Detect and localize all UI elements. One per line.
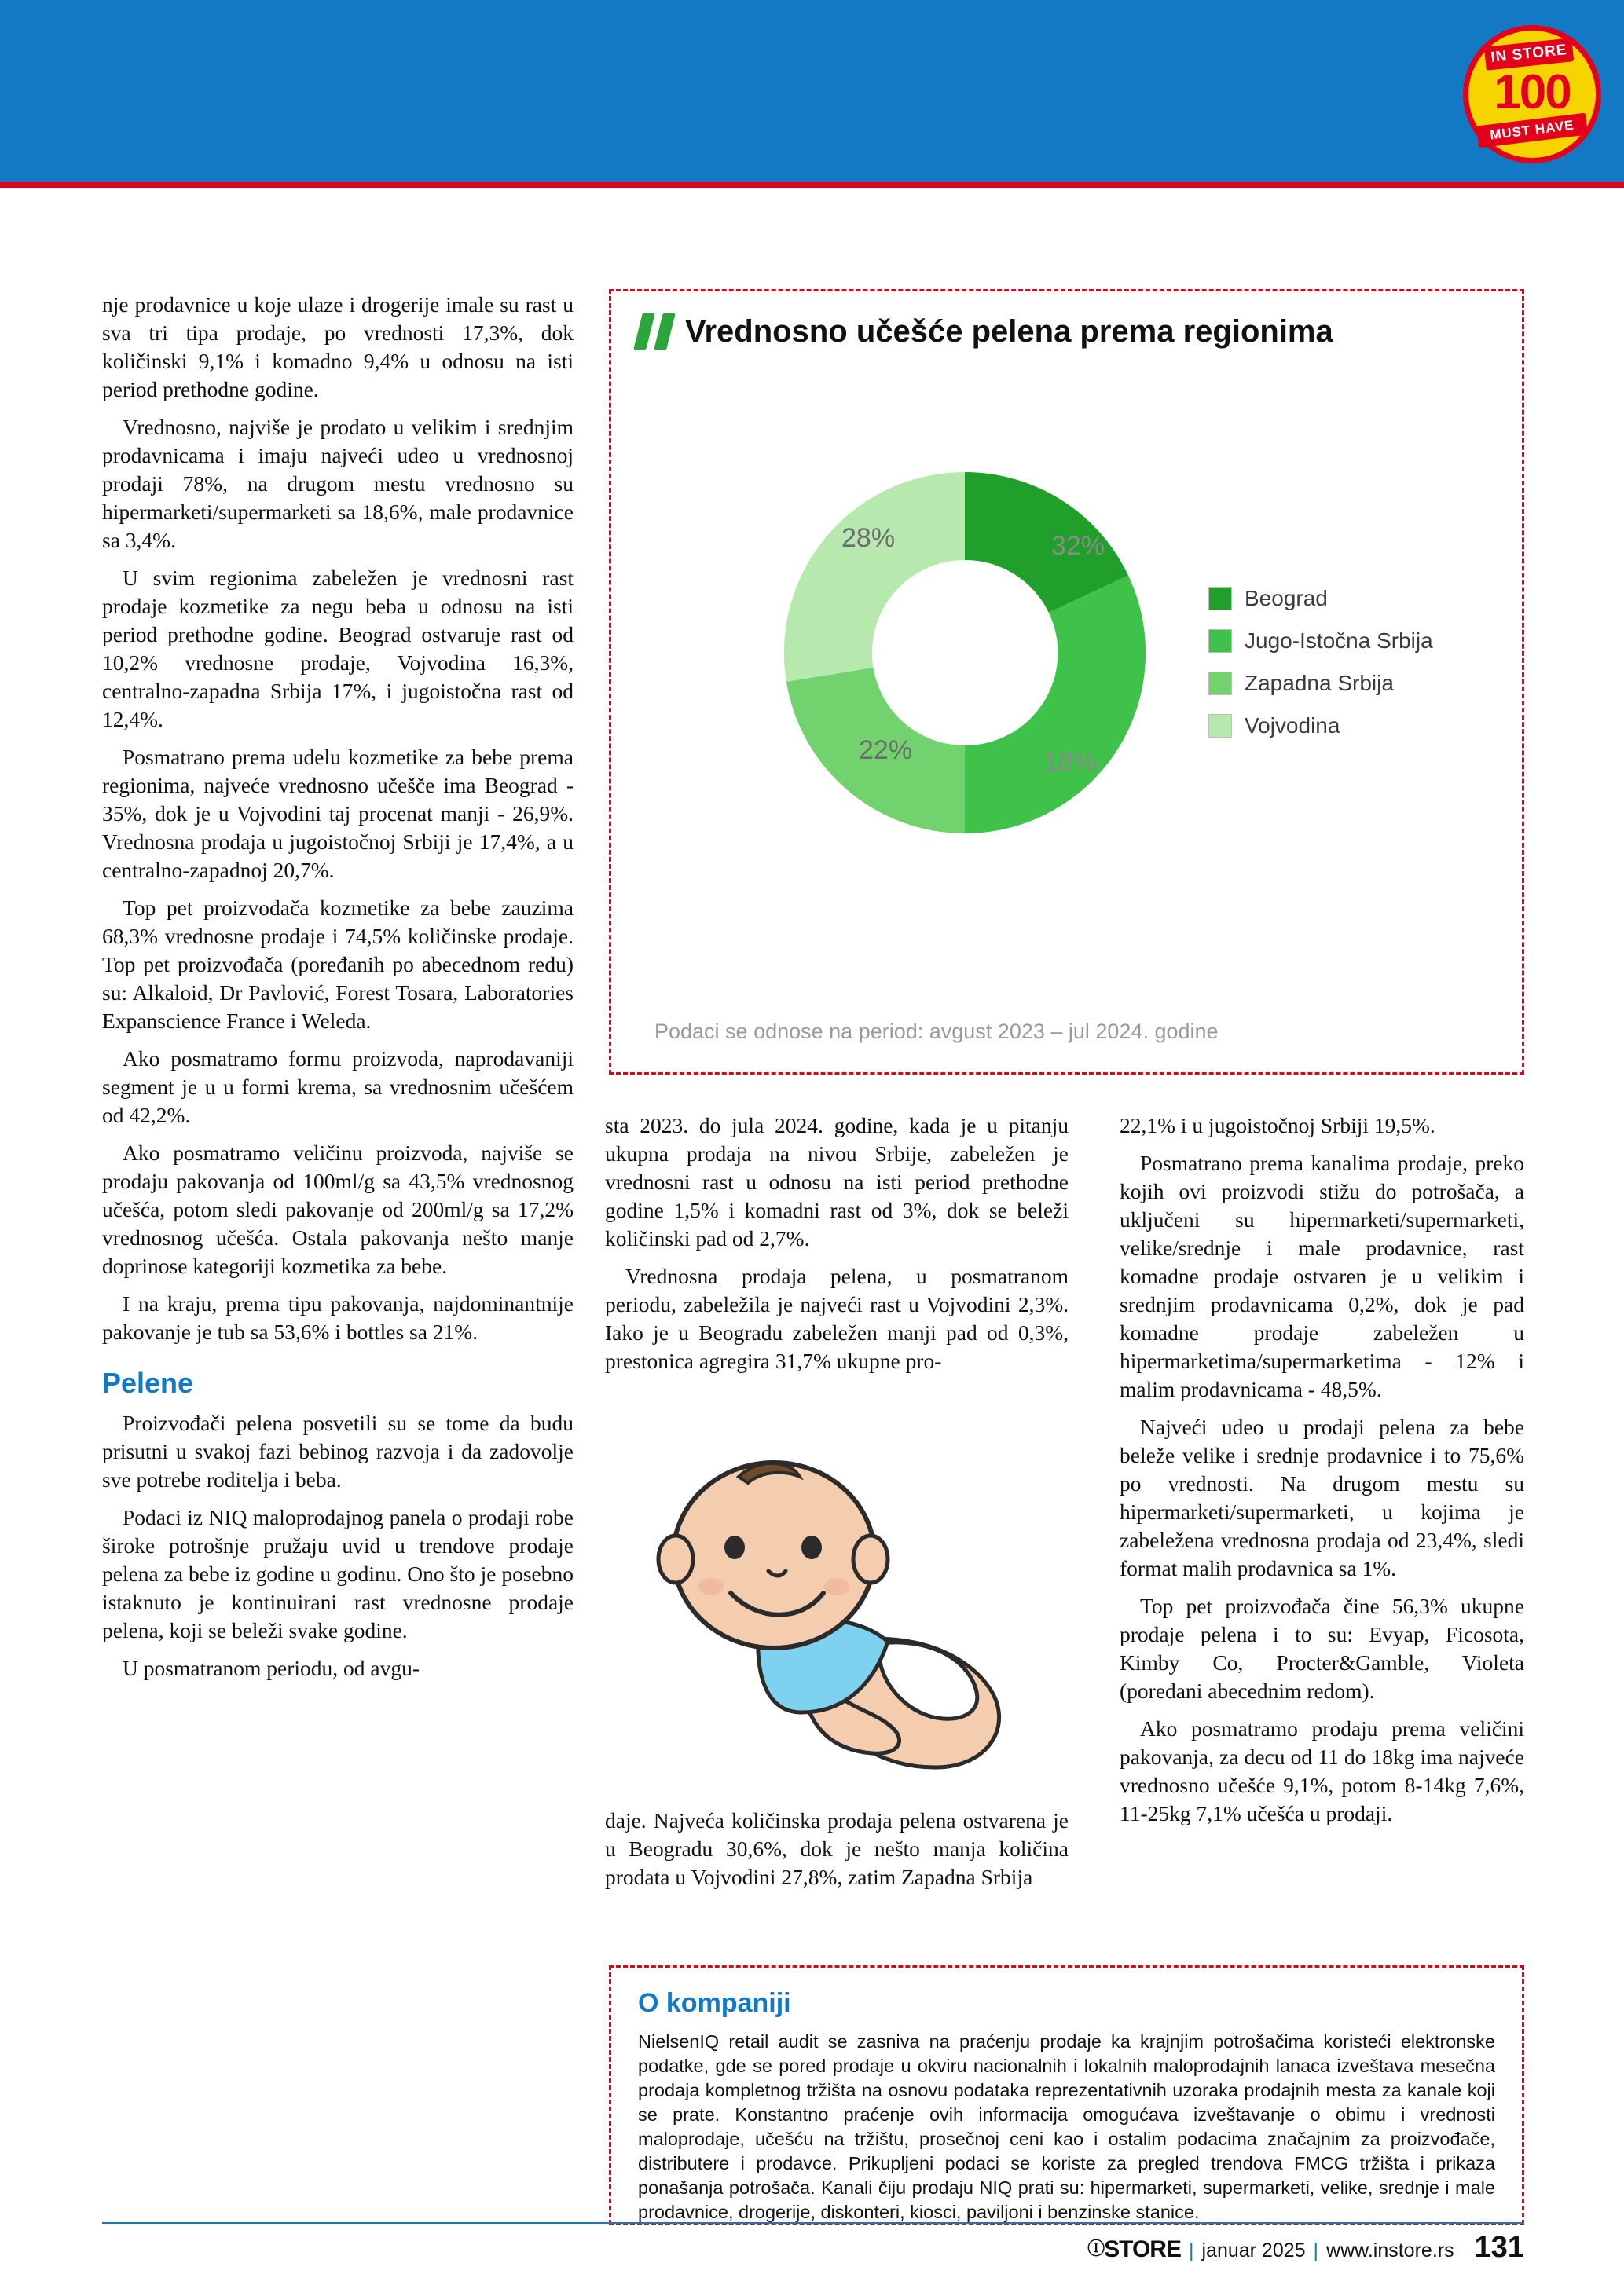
legend-item [1208, 586, 1468, 611]
footer-separator: | [1188, 2239, 1194, 2261]
paragraph: Top pet proizvođača čine 56,3% ukupne prodaje pelena i to su: Evyap, Ficosota, Kimby Co, Procter&Gamble, Violeta (poređani abecednim redom). [1120, 1594, 1524, 1703]
footer-issue: januar 2025 [1201, 2239, 1306, 2261]
paragraph: daje. Najveća količinska prodaja pelena ostvarena je u Beogradu 30,6%, dok je nešto manja količina prodata u Vojvodini 27,8%, zatim Zapadna Srbija [605, 1808, 1069, 1889]
paragraph: Vrednosna prodaja pelena, u posmatranom periodu, zabeležila je najveći rast u Vojvodini 2,3%. Iako je u Beogradu zabeležen manji pad od 0,3%, prestonica agregira 31,7% ukupne pro- [605, 1264, 1069, 1373]
paragraph: Ako posmatramo veličinu proizvoda, najviše se prodaju pakovanja od 100ml/g sa 43,5% vrednosnog učešća, potom sledi pakovanje od 200ml/g sa 17,2% vrednosnog učešća. Ostala pakovanja nešto manje doprinose kategoriji kozmetika za bebe. [102, 1141, 574, 1278]
pie-label-beograd: 32% [1051, 531, 1105, 561]
legend-swatch-icon [1208, 714, 1232, 738]
legend-label: Jugo-Istočna Srbija [1245, 628, 1433, 653]
paragraph: Top pet proizvođača kozmetike za bebe zauzima 68,3% vrednosne prodaje i 74,5% količinske prodaje. Top pet proizvođača (poređanih po abecednom redu) su: Alkaloid, Dr Pavlović, Forest Tosara, Laboratories Expanscience France i Weleda. [102, 895, 574, 1033]
section-heading-pelene: Pelene [102, 1367, 194, 1399]
about-company-text: NielsenIQ retail audit se zasniva na praćenju prodaje ka krajnjim potrošačima koristeći elektronske podatke, gde se pored prodaje u okviru nacionalnih i lokalnih maloprodajnih lanaca izveštava mesečna prodaja kompletnog tržišta na osnovu podataka reprezentativnih uzoraka prodajnih mesta za kanale koji se prate. Konstantno praćenje ovih informacija omogućava izveštavanje o obimu i vrednosti maloprodaje, učešću na tržištu, prosečnoj ceni kao i ostalim podacima značajnim za proizvođače, distributere i prodavce. Prikupljeni podaci se koriste za pregled trendova FMCG tržišta i prikaza ponašanja potrošača. Kanali čiju prodaju NIQ prati su: hipermarketi, supermarketi, velike, srednje i male prodavnice, drogerije, diskonteri, kiosci, paviljoni i benzinske stanice. [638, 2031, 1495, 2222]
legend-swatch-icon [1208, 672, 1232, 695]
badge-number: 100 [1494, 65, 1571, 119]
donut-chart [658, 401, 1468, 943]
chart-panel [609, 289, 1524, 1075]
article-column-1 [102, 291, 574, 1692]
instore-logo-text: STORE [1104, 2236, 1181, 2262]
article-column-2 [605, 1111, 1069, 1385]
in-store-100-must-have-badge [1457, 19, 1608, 170]
page-header-banner [0, 0, 1624, 182]
paragraph: Najveći udeo u prodaji pelena za bebe beleže velike i srednje prodavnice i to 75,6% po vrednosti. Na drugom mestu su hipermarketi/supermarketi, u kojima je zabeležena vrednosna prodaja od 23,4%, sledi format malih prodavnica sa 1%. [1120, 1415, 1524, 1580]
quote-marks-icon [635, 313, 682, 350]
footer-site: www.instore.rs [1326, 2239, 1454, 2261]
pie-label-zapadna: 22% [859, 735, 913, 765]
pie-label-jugo-istocna: 18% [1043, 747, 1098, 777]
article-column-2-continued [605, 1807, 1069, 1901]
footer-separator: | [1313, 2239, 1319, 2261]
legend-label: Zapadna Srbija [1245, 671, 1394, 695]
legend-item [1208, 671, 1468, 696]
paragraph: Ako posmatramo formu proizvoda, naprodavaniji segment je u u formi krema, sa vrednosnim učešćem od 42,2%. [102, 1046, 574, 1127]
chart-legend [1208, 586, 1468, 756]
paragraph: Vrednosno, najviše je prodato u velikim i srednjim prodavnicama i imaju najveći udeo u vrednosnoj prodaji 78%, na drugom mestu vrednosno su hipermarketi/supermarketi sa 18,6%, male prodavnice sa 3,4%. [102, 415, 574, 552]
badge-bottom-label: MUST HAVE [1476, 113, 1588, 148]
paragraph: 22,1% i u jugoistočnoj Srbiji 19,5%. [1120, 1113, 1435, 1137]
baby-illustration-svg [621, 1453, 1061, 1791]
footer-rule [102, 2222, 1524, 2224]
header-red-rule [0, 182, 1624, 188]
pie-slice-jugo-istocna-srbija [965, 576, 1146, 833]
article-column-3 [1120, 1111, 1524, 1837]
paragraph: I na kraju, prema tipu pakovanja, najdominantnije pakovanje je tub sa 53,6% i bottles sa 21%. [102, 1291, 574, 1344]
paragraph: U svim regionima zabeležen je vrednosni rast prodaje kozmetike za negu beba u odnosu na isti period prethodne godine. Beograd ostvaruje rast od 10,2% vrednosne prodaje, Vojvodina 16,3%, centralno-zapadna Srbija 17%, i jugoistočna rast od 12,4%. [102, 566, 574, 731]
legend-item [1208, 713, 1468, 738]
chart-title-row [635, 313, 1491, 350]
paragraph: Proizvođači pelena posvetili su se tome da budu prisutni u svakoj fazi bebinog razvoja i da zadovolje sve potrebe roditelja i beba. [102, 1411, 574, 1492]
paragraph: Podaci iz NIQ maloprodajnog panela o prodaji robe široke potrošnje pružaju uvid u trendove prodaje pelena za bebe iz godine u godinu. Ono što je posebno istaknuto je kontinuirani rast vrednosne prodaje pelena, koji se beleži svake godine. [102, 1505, 574, 1642]
baby-illustration [621, 1453, 1061, 1791]
chart-footnote: Podaci se odnose na period: avgust 2023 – jul 2024. godine [654, 1020, 1219, 1043]
about-company-title: O kompaniji [638, 1988, 791, 2018]
pie-slice-vojvodina [784, 472, 965, 682]
legend-label: Vojvodina [1245, 713, 1340, 738]
legend-label: Beograd [1245, 586, 1328, 610]
instore-logo [1087, 2236, 1181, 2263]
pie-label-vojvodina: 28% [841, 523, 896, 553]
paragraph: nje prodavnice u koje ulaze i drogerije imale su rast u sva tri tipa prodaje, po vrednosti 17,3%, dok količinski 9,1% i komadno 9,4% u odnosu na isti period prethodne godine. [102, 292, 574, 401]
paragraph: sta 2023. do jula 2024. godine, kada je u pitanju ukupna prodaja na nivou Srbije, zabeležen je vrednosni rast u odnosu na isti period prethodne godine 1,5% i komadni rast od 3%, dok se beleži količinski pad od 2,7%. [605, 1113, 1069, 1251]
paragraph: Posmatrano prema udelu kozmetike za bebe prema regionima, najveće vrednosno učešče ima Beograd - 35%, dok je u Vojvodini taj procenat manji - 26,9%. Vrednosna prodaja u jugoistočnoj Srbiji je 17,4%, a u centralno-zapadnoj 20,7%. [102, 745, 574, 882]
chart-title: Vrednosno učešće pelena prema regionima [685, 313, 1333, 349]
paragraph: U posmatranom periodu, od avgu- [123, 1656, 420, 1680]
legend-item [1208, 628, 1468, 654]
legend-swatch-icon [1208, 629, 1232, 653]
footer-page-number: 131 [1474, 2231, 1524, 2264]
paragraph: Ako posmatramo prodaju prema veličini pakovanja, za decu od 11 do 18kg ima najveće vrednosno učešće 9,1%, potom 8-14kg 7,6%, 11-25kg 7,1% učešća u prodaji. [1120, 1716, 1524, 1825]
paragraph: Posmatrano prema kanalima prodaje, preko kojih ovi proizvodi stižu do potrošača, a uključeni su hipermarketi/supermarketi, velike/srednje i male prodavnice, rast komadne prodaje ostvaren je u velikim i srednjim prodavnicama 0,2%, dok je pad komadne prodaje zabeležen u hipermarketima/supermarketima - 12% i malim prodavnicama - 48,5%. [1120, 1151, 1524, 1401]
about-company-panel [609, 1965, 1524, 2225]
donut-chart-svg [713, 401, 1216, 904]
instore-logo-mark-icon: Ⓘ [1087, 2239, 1105, 2258]
page-footer [1087, 2231, 1524, 2265]
legend-swatch-icon [1208, 587, 1232, 610]
badge-top-label: IN STORE [1484, 38, 1575, 71]
